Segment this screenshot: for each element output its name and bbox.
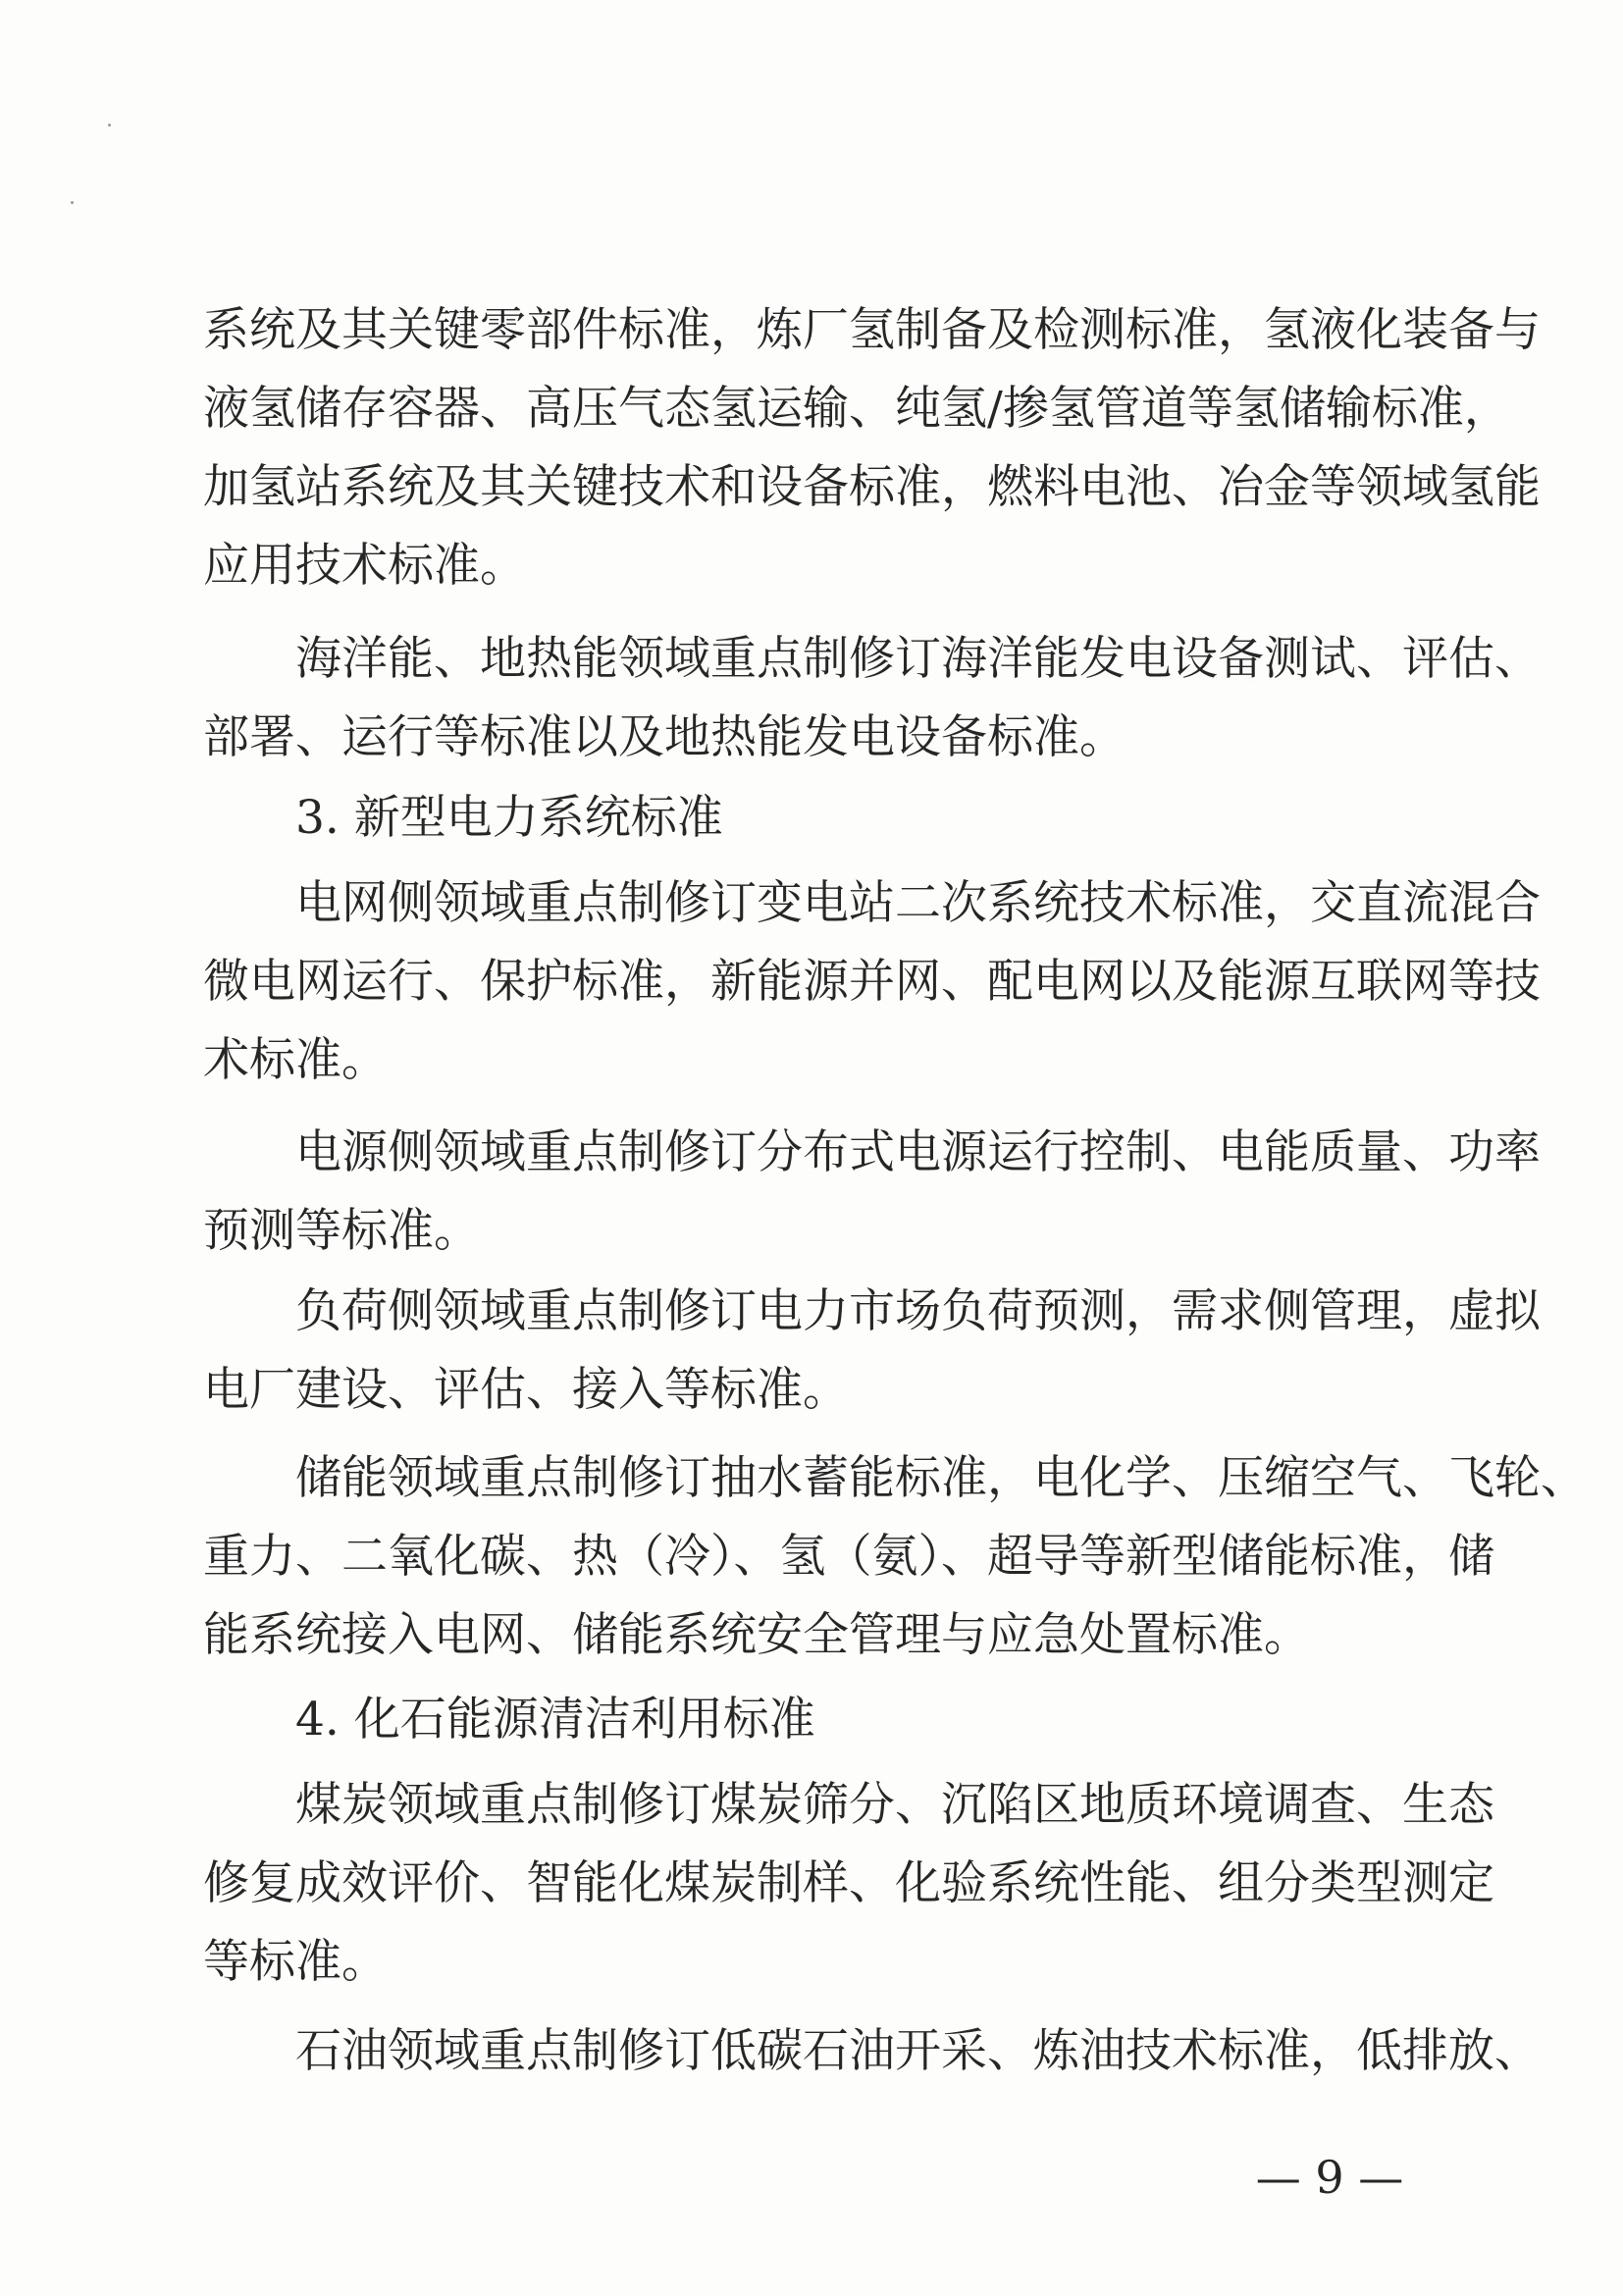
scan-speck xyxy=(108,124,111,127)
body-text-line: 预测等标准。 xyxy=(203,1204,480,1258)
body-text-line: 电网侧领域重点制修订变电站二次系统技术标准，交直流混合 xyxy=(295,876,1541,930)
body-text-line: 石油领域重点制修订低碳石油开采、炼油技术标准，低排放、 xyxy=(295,2024,1541,2078)
body-text-line: 术标准。 xyxy=(203,1033,388,1087)
body-text-line: 电厂建设、评估、接入等标准。 xyxy=(203,1363,849,1417)
body-text-line: 海洋能、地热能领域重点制修订海洋能发电设备测试、评估、 xyxy=(295,632,1541,686)
body-text-line: 加氢站系统及其关键技术和设备标准，燃料电池、冶金等领域氢能 xyxy=(203,460,1541,514)
body-text-line: 系统及其关键零部件标准，炼厂氢制备及检测标准，氢液化装备与 xyxy=(203,303,1541,357)
page-number: — 9 — xyxy=(1255,2151,1404,2204)
body-text-line: 修复成效评价、智能化煤炭制样、化验系统性能、组分类型测定 xyxy=(203,1856,1494,1910)
body-text-line: 液氢储存容器、高压气态氢运输、纯氢/掺氢管道等氢储输标准， xyxy=(203,382,1510,436)
section-heading: 4. 化石能源清洁利用标准 xyxy=(295,1693,815,1747)
body-text-line: 负荷侧领域重点制修订电力市场负荷预测，需求侧管理，虚拟 xyxy=(295,1284,1541,1338)
body-text-line: 电源侧领域重点制修订分布式电源运行控制、电能质量、功率 xyxy=(295,1125,1541,1179)
body-text-line: 等标准。 xyxy=(203,1935,388,1989)
body-text-line: 微电网运行、保护标准，新能源并网、配电网以及能源互联网等技 xyxy=(203,955,1541,1009)
body-text-line: 部署、运行等标准以及地热能发电设备标准。 xyxy=(203,710,1126,764)
body-text-line: 储能领域重点制修订抽水蓄能标准，电化学、压缩空气、飞轮、 xyxy=(295,1451,1587,1505)
body-text-line: 应用技术标准。 xyxy=(203,539,526,593)
section-heading: 3. 新型电力系统标准 xyxy=(295,791,723,845)
body-text-line: 重力、二氧化碳、热（冷）、氢（氨）、超导等新型储能标准，储 xyxy=(203,1530,1494,1584)
body-text-line: 煤炭领域重点制修订煤炭筛分、沉陷区地质环境调查、生态 xyxy=(295,1778,1494,1832)
scan-speck xyxy=(71,201,74,204)
body-text-line: 能系统接入电网、储能系统安全管理与应急处置标准。 xyxy=(203,1608,1310,1662)
